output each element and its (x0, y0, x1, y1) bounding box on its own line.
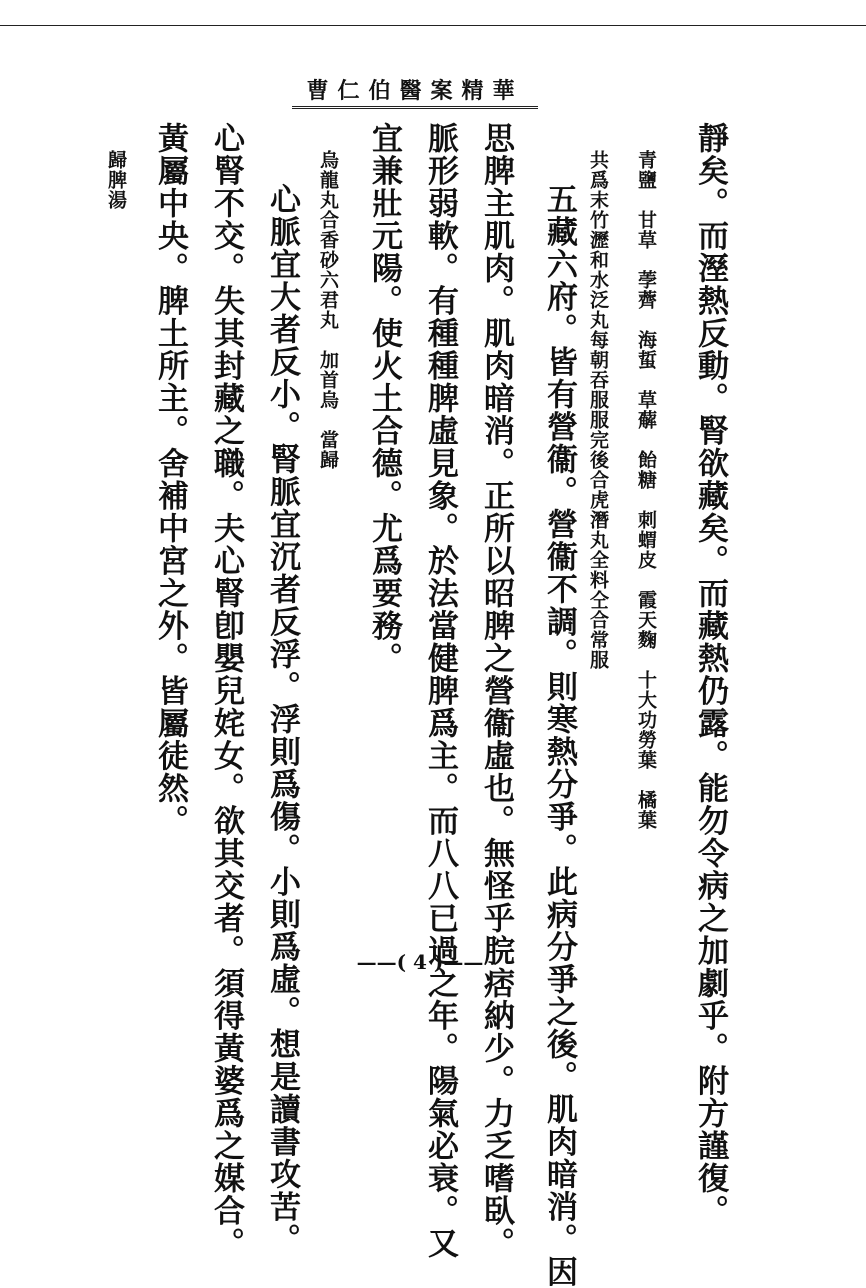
page-number: ——( 4 )—— (356, 950, 484, 974)
prescription-2: 烏龍丸合香砂六君丸 加首烏 當歸 (317, 150, 339, 470)
prescription-instructions: 共爲末竹瀝和水泛丸每朝吞服服完後合虎潛丸全料仝合常服 (587, 150, 609, 670)
text-column-7: 宜兼壯元陽。使火土合德。尤爲要務。 (366, 122, 402, 675)
page-header-title: 曹仁伯醫案精華 (306, 78, 524, 104)
text-column-6: 脈形弱軟。有種種脾虛見象。於法當健脾爲主。而八八已過之年。陽氣必衰。又 (422, 122, 458, 1260)
text-column-1: 靜矣。而溼熱反動。腎欲藏矣。而藏熱仍露。能勿令病之加劇乎。附方謹復。 (692, 122, 728, 1227)
text-column-5: 思脾主肌肉。肌肉暗消。正所以昭脾之營衞虛也。無怪乎脘痞納少。力乏嗜臥。 (478, 122, 514, 1260)
prescription-3: 歸脾湯 (105, 150, 127, 210)
text-column-9: 心脈宜大者反小。腎脈宜沉者反浮。浮則爲傷。小則爲虛。想是讀書攻苦。 (264, 183, 300, 1256)
text-column-11: 黃屬中央。脾土所主。舍補中宮之外。皆屬徒然。 (152, 122, 188, 837)
prescription-ingredients: 青鹽 甘草 荸薺 海蜇 草薢 飴糖 刺蝟皮 霞天麴 十大功勞葉 橘葉 (635, 150, 657, 830)
text-column-4: 五藏六府。皆有營衞。營衞不調。則寒熱分爭。此病分爭之後。肌肉暗消。因 (541, 183, 577, 1288)
text-column-10: 心腎不交。失其封藏之職。夫心腎卽嬰兒姹女。欲其交者。須得黃婆爲之媒合。 (208, 122, 244, 1260)
header-underline (292, 106, 538, 109)
top-border-line (0, 25, 866, 26)
